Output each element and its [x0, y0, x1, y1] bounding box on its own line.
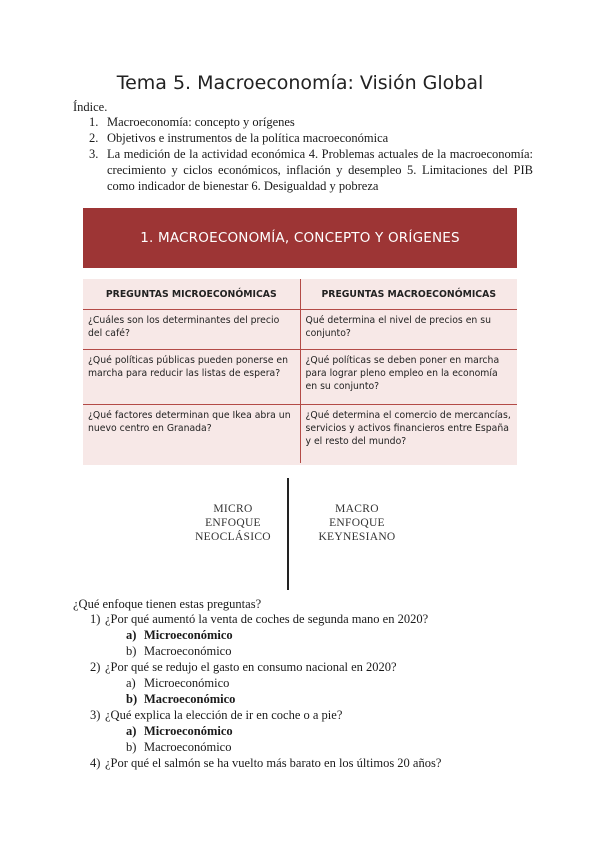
quiz-option	[73, 691, 543, 707]
question-number: 3)	[90, 708, 101, 722]
header-macro: PREGUNTAS MACROECONÓMICAS	[300, 279, 517, 310]
table-row	[83, 310, 517, 350]
index-item	[73, 146, 533, 194]
index-item-text: La medición de la actividad económica 4. Problemas actuales de la macroeconomía: crecimiento y ciclos económicos, inflación y desempleo 5. Limitaciones del PIB como indicador de bienestar 6. Desigualdad y pobreza	[107, 147, 533, 193]
table-cell: ¿Cuáles son los determinantes del precio del café?	[83, 310, 300, 350]
option-label: b)	[126, 644, 137, 658]
micro-line: MICRO	[213, 503, 253, 515]
option-text: Macroeconómico	[144, 644, 232, 658]
section-banner-title: 1. MACROECONOMÍA, CONCEPTO Y ORÍGENES	[140, 230, 460, 246]
section-banner	[83, 208, 517, 268]
option-text: Microeconómico	[144, 676, 230, 690]
index-list	[73, 114, 533, 194]
option-label: b)	[126, 740, 137, 754]
option-label: a)	[126, 628, 137, 642]
index-item-number: 2.	[89, 131, 99, 145]
index-item	[73, 130, 533, 146]
question-text: ¿Por qué el salmón se ha vuelto más barato en los últimos 20 años?	[105, 756, 442, 770]
macro-approach-label	[302, 502, 412, 544]
option-label: a)	[126, 676, 136, 690]
quiz-option	[73, 723, 543, 739]
question-text: ¿Por qué se redujo el gasto en consumo nacional en 2020?	[105, 660, 397, 674]
table-cell: ¿Qué factores determinan que Ikea abra un nuevo centro en Granada?	[88, 410, 291, 434]
header-micro: PREGUNTAS MICROECONÓMICAS	[83, 279, 300, 310]
index-item-text: Macroeconomía: concepto y orígenes	[107, 115, 295, 129]
quiz-option	[73, 627, 543, 643]
index-item	[73, 114, 533, 130]
quiz-list	[73, 611, 543, 771]
question-number: 2)	[90, 660, 101, 674]
question-number: 4)	[90, 756, 101, 770]
quiz-question	[73, 707, 543, 723]
option-text: Microeconómico	[144, 724, 233, 738]
questions-table	[83, 279, 517, 465]
quiz-option	[73, 643, 543, 659]
page-title: Tema 5. Macroeconomía: Visión Global	[116, 72, 484, 94]
table-cell: ¿Qué políticas se deben poner en marcha para lograr pleno empleo en la economía en su conjunto?	[300, 350, 517, 405]
macro-line: KEYNESIANO	[318, 531, 396, 543]
micro-line: NEOCLÁSICO	[195, 531, 271, 543]
option-text: Macroeconómico	[144, 740, 232, 754]
option-text: Macroeconómico	[144, 692, 236, 706]
macro-line: MACRO	[335, 503, 379, 515]
macro-line: ENFOQUE	[329, 517, 385, 529]
quiz-option	[73, 675, 543, 691]
table-cell: Qué determina el nivel de precios en su conjunto?	[300, 310, 517, 350]
question-text: ¿Por qué aumentó la venta de coches de segunda mano en 2020?	[105, 612, 429, 626]
table-cell: ¿Qué determina el comercio de mercancías, servicios y activos financieros entre España y el resto del mundo?	[300, 405, 517, 463]
index-item-number: 3.	[89, 147, 99, 161]
question-text: ¿Qué explica la elección de ir en coche o a pie?	[105, 708, 343, 722]
index-item-text: Objetivos e instrumentos de la política macroeconómica	[107, 131, 389, 145]
quiz-option	[73, 739, 543, 755]
question-number: 1)	[90, 612, 101, 626]
quiz-question	[73, 659, 543, 675]
table-header-row	[83, 279, 517, 310]
micro-line: ENFOQUE	[205, 517, 261, 529]
quiz-intro: ¿Qué enfoque tienen estas preguntas?	[73, 597, 262, 611]
option-label: b)	[126, 692, 138, 706]
quiz-question	[73, 611, 543, 627]
index-label: Índice.	[73, 100, 108, 114]
table-row	[83, 350, 517, 405]
option-text: Microeconómico	[144, 628, 233, 642]
micro-approach-label	[178, 502, 288, 544]
index-item-number: 1.	[89, 115, 99, 129]
table-row	[83, 405, 517, 463]
option-label: a)	[126, 724, 137, 738]
quiz-question	[73, 755, 543, 771]
table-cell: ¿Qué políticas públicas pueden ponerse en marcha para reducir las listas de espera?	[83, 350, 300, 405]
